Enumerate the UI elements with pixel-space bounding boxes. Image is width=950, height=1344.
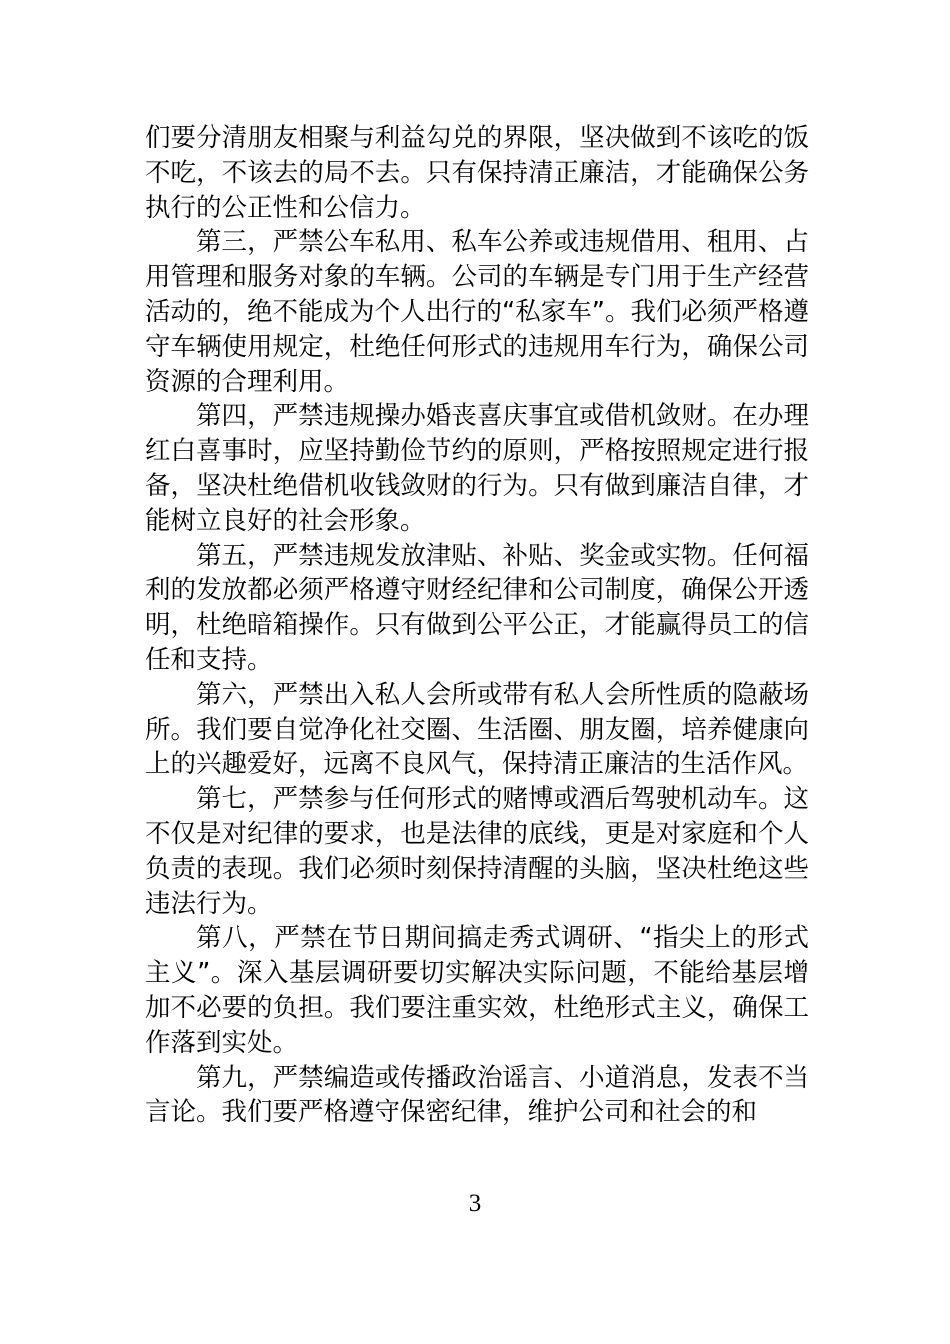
paragraph-item-3: 第三，严禁公车私用、私车公养或违规借用、租用、占用管理和服务对象的车辆。公司的车辆是专门用于生产经营活动的，绝不能成为个人出行的“私家车”。我们必须严格遵守车辆使用规定，杜绝任何形式的违规用车行为，确保公司资源的合理利用。 — [145, 227, 809, 397]
paragraph-item-5: 第五，严禁违规发放津贴、补贴、奖金或实物。任何福利的发放都必须严格遵守财经纪律和公司制度，确保公开透明，杜绝暗箱操作。只有做到公平公正，才能赢得员工的信任和支持。 — [145, 540, 809, 675]
paragraph-item-8: 第八，严禁在节日期间搞走秀式调研、“指尖上的形式主义”。深入基层调研要切实解决实际问题，不能给基层增加不必要的负担。我们要注重实效，杜绝形式主义，确保工作落到实处。 — [145, 923, 809, 1058]
page-number: 3 — [468, 1190, 482, 1217]
paragraph-item-6: 第六，严禁出入私人会所或带有私人会所性质的隐蔽场所。我们要自觉净化社交圈、生活圈、朋友圈，培养健康向上的兴趣爱好，远离不良风气，保持清正廉洁的生活作风。 — [145, 679, 809, 780]
paragraph-item-7: 第七，严禁参与任何形式的赌博或酒后驾驶机动车。这不仅是对纪律的要求，也是法律的底线，更是对家庭和个人负责的表现。我们必须时刻保持清醒的头脑，坚决杜绝这些违法行为。 — [145, 784, 809, 919]
paragraph-item-4: 第四，严禁违规操办婚丧喜庆事宜或借机敛财。在办理红白喜事时，应坚持勤俭节约的原则，严格按照规定进行报备，坚决杜绝借机收钱敛财的行为。只有做到廉洁自律，才能树立良好的社会形象。 — [145, 401, 809, 536]
body-text — [145, 121, 809, 1130]
paragraph-continued: 们要分清朋友相聚与利益勾兑的界限，坚决做到不该吃的饭不吃，不该去的局不去。只有保持清正廉洁，才能确保公务执行的公正性和公信力。 — [145, 123, 809, 223]
paragraph-item-9: 第九，严禁编造或传播政治谣言、小道消息，发表不当言论。我们要严格遵守保密纪律，维护公司和社会的和 — [145, 1062, 809, 1128]
